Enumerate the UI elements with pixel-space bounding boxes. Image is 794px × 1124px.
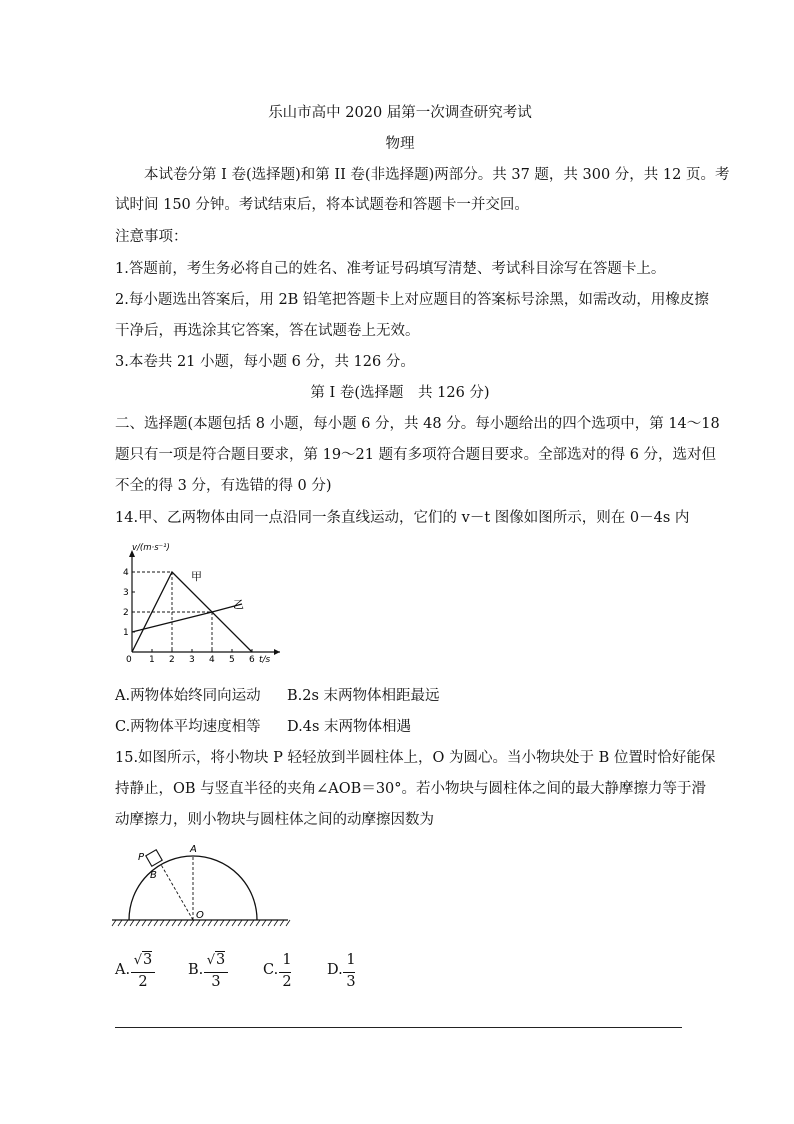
y-tick-label: 2 bbox=[123, 608, 129, 618]
q15-option-c-num: 1 bbox=[282, 952, 292, 968]
x-tick-label: 6 bbox=[249, 655, 255, 665]
q14-vt-graph bbox=[112, 540, 287, 670]
exam-page: 乐山市高中 2020 届第一次调查研究考试 物理 本试卷分第 I 卷(选择题)和第 II 卷(非选择题)两部分。共 37 题，共 300 分，共 12 页。考 试时间 150 分钟。考试结束后，将本试题卷和答题卡一并交回。 注意事项： 1.答题前，考生务必将自己的姓名、准考证号码填写清楚、考试科目涂写在答题卡上。 2.每小题选出答案后，用 2B 铅笔把答题卡上对应题目的答案标号涂黑，如需改动，用橡皮擦 干净后，再选涂其它答案，答在试题卷上无效。 3.本卷共 21 小题，每小题 6 分，共 126 分。 第 I 卷(选择题 共 126 分) 二、选择题(本题包括 8 小题，每小题 6 分，共 48 分。每小题给出的四个选项中，第 14～18 题只有一项是符合题目要求，第 19～21 题有多项符合题目要求。全部选对的得 6 分，选对但 不全的得 3 分，有选错的得 0 分) 14.甲、乙两物体由同一点沿同一条直线运动，它们的 v－t 图像如图所示，则在 0－4s 内 1 2 3 4 5 6 1 2 3 4 v/(m·s⁻¹) t/s 0 甲 乙 A.两物体始终同向运动 B.2s 末两物体相距最远 C.两物体平均速度相等 D.4s 末两物体相遇 15.如图所示，将小物块 P 轻轻放到半圆柱体上，O 为圆心。当小物块处于 B 位置时恰好能保 持静止，OB 与竖直半径的夹角∠AOB＝30°。若小物块与圆柱体之间的最大静摩擦力等于滑 动摩擦力，则小物块与圆柱体之间的动摩擦因数为 P A B O A. √3 2 B. √3 3 C. 1 2 D. 1 3 bbox=[0, 0, 794, 1124]
section-instr-line-1: 二、选择题(本题包括 8 小题，每小题 6 分，共 48 分。每小题给出的四个选项中，第 14～18 bbox=[115, 416, 720, 432]
q15-option-d-num: 1 bbox=[346, 952, 356, 968]
q15-option-b-label: B. bbox=[188, 962, 204, 978]
label-O: O bbox=[196, 910, 204, 921]
q15-stem-line-1: 15.如图所示，将小物块 P 轻轻放到半圆柱体上，O 为圆心。当小物块处于 B 位置时恰好能保 bbox=[115, 750, 716, 766]
q14-stem: 14.甲、乙两物体由同一点沿同一条直线运动，它们的 v－t 图像如图所示，则在 0－4s 内 bbox=[115, 510, 690, 526]
note-item-1: 1.答题前，考生务必将自己的姓名、准考证号码填写清楚、考试科目涂写在答题卡上。 bbox=[115, 261, 666, 277]
q15-option-c-den: 2 bbox=[282, 974, 292, 990]
subject-title: 物理 bbox=[385, 136, 415, 152]
x-tick-label: 2 bbox=[169, 655, 175, 665]
notes-heading: 注意事项： bbox=[115, 229, 188, 245]
q15-option-c-label: C. bbox=[263, 962, 279, 978]
note-item-2-line-2: 干净后，再选涂其它答案，答在试题卷上无效。 bbox=[115, 323, 420, 339]
q15-option-b-den: 3 bbox=[211, 974, 221, 990]
section-instr-line-2: 题只有一项是符合题目要求，第 19～21 题有多项符合题目要求。全部选对的得 6 分，选对但 bbox=[115, 447, 717, 463]
label-A: A bbox=[190, 844, 197, 855]
x-tick-label: 5 bbox=[229, 655, 235, 665]
x-tick-label: 4 bbox=[209, 655, 215, 665]
intro-line-1: 本试卷分第 I 卷(选择题)和第 II 卷(非选择题)两部分。共 37 题，共 300 分，共 12 页。考 bbox=[144, 167, 730, 183]
graph-x-label: t/s bbox=[259, 655, 271, 665]
graph-series-jia-label: 甲 bbox=[191, 570, 202, 583]
q15-option-a-num: 3 bbox=[143, 952, 153, 968]
exam-title: 乐山市高中 2020 届第一次调查研究考试 bbox=[268, 105, 532, 121]
label-P: P bbox=[138, 852, 145, 863]
y-tick-label: 1 bbox=[123, 628, 129, 638]
section-instr-line-3: 不全的得 3 分，有选错的得 0 分) bbox=[115, 478, 332, 494]
q14-option-c[interactable]: C.两物体平均速度相等 bbox=[115, 719, 261, 735]
q14-option-d[interactable]: D.4s 末两物体相遇 bbox=[287, 719, 411, 735]
note-item-3: 3.本卷共 21 小题，每小题 6 分，共 126 分。 bbox=[115, 354, 415, 370]
q15-option-d-den: 3 bbox=[346, 974, 356, 990]
q14-option-a[interactable]: A.两物体始终同向运动 bbox=[115, 688, 261, 704]
note-item-2-line-1: 2.每小题选出答案后，用 2B 铅笔把答题卡上对应题目的答案标号涂黑，如需改动，用橡皮擦 bbox=[115, 292, 709, 308]
intro-line-2: 试时间 150 分钟。考试结束后，将本试题卷和答题卡一并交回。 bbox=[115, 197, 529, 213]
q15-stem-line-2: 持静止，OB 与竖直半径的夹角∠AOB＝30°。若小物块与圆柱体之间的最大静摩擦力等于滑 bbox=[115, 781, 707, 797]
q14-option-b[interactable]: B.2s 末两物体相距最远 bbox=[287, 688, 440, 704]
graph-y-label: v/(m·s⁻¹) bbox=[132, 543, 170, 553]
q15-option-d-label: D. bbox=[327, 962, 343, 978]
y-tick-label: 4 bbox=[123, 568, 129, 578]
q15-option-a-label: A. bbox=[115, 962, 131, 978]
q15-option-b-num: 3 bbox=[216, 952, 226, 968]
q15-option-a-den: 2 bbox=[138, 974, 148, 990]
y-tick-label: 3 bbox=[123, 588, 129, 598]
footer-divider bbox=[115, 1027, 682, 1028]
x-tick-label: 1 bbox=[149, 655, 155, 665]
q15-semicylinder-figure bbox=[108, 842, 293, 932]
q15-stem-line-3: 动摩擦力，则小物块与圆柱体之间的动摩擦因数为 bbox=[115, 812, 434, 828]
x-tick-label: 3 bbox=[189, 655, 195, 665]
label-B: B bbox=[150, 870, 157, 881]
section-title: 第 I 卷(选择题 共 126 分) bbox=[310, 385, 490, 401]
graph-origin: 0 bbox=[126, 655, 132, 665]
graph-series-yi-label: 乙 bbox=[233, 598, 244, 611]
